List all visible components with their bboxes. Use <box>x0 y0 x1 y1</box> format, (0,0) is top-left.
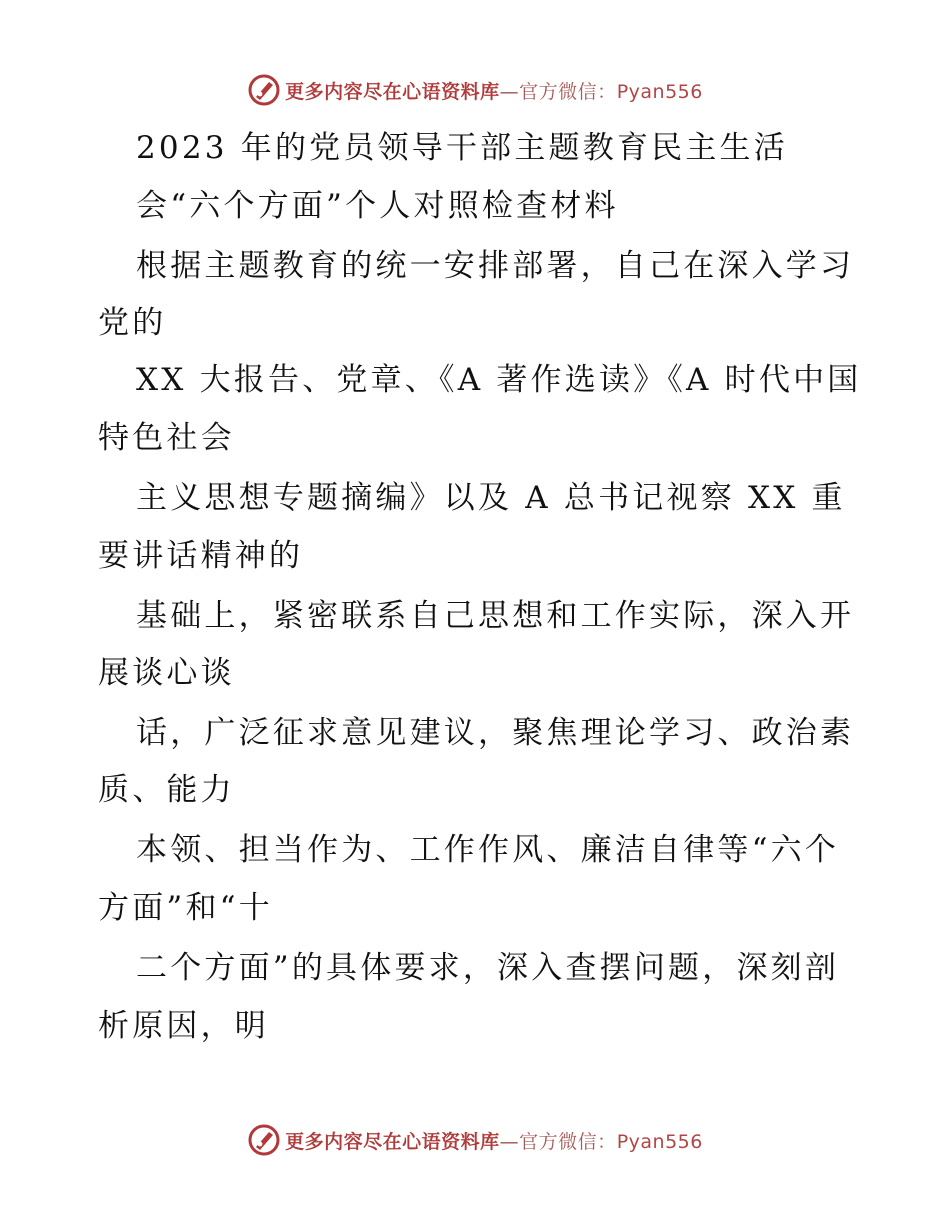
body-line: 根据主题教育的统一安排部署，自己在深入学习 <box>136 248 855 284</box>
banner-wechat-label: 官方微信： <box>519 1130 617 1153</box>
body-line: XX 大报告、党章、《A 著作选读》《A 时代中国 <box>136 362 862 398</box>
body-line: 二个方面”的具体要求，深入查摆问题，深刻剖 <box>136 950 840 986</box>
body-line: 党的 <box>98 305 167 341</box>
banner-site-text: 更多内容尽在心语资料库 <box>285 1130 500 1153</box>
body-line: 析原因，明 <box>98 1008 269 1044</box>
banner-separator: — <box>499 80 520 103</box>
body-line: 方面”和“十 <box>98 890 273 926</box>
body-line: 要讲话精神的 <box>98 538 304 574</box>
body-line: 本领、担当作为、工作作风、廉洁自律等“六个 <box>136 832 840 868</box>
body-line: 展谈心谈 <box>98 655 235 691</box>
pen-logo-icon <box>247 1123 281 1157</box>
pen-logo-icon <box>247 73 281 107</box>
header-banner <box>0 70 950 110</box>
body-line: 特色社会 <box>98 420 235 456</box>
footer-banner <box>0 1120 950 1160</box>
banner-text <box>285 77 703 104</box>
body-line: 话，广泛征求意见建议，聚焦理论学习、政治素 <box>136 715 855 751</box>
title-line-2: 会“六个方面”个人对照检查材料 <box>136 188 619 224</box>
banner-wechat-id: Pyan556 <box>616 1130 703 1153</box>
banner-site-text: 更多内容尽在心语资料库 <box>285 80 500 103</box>
body-line: 基础上，紧密联系自己思想和工作实际，深入开 <box>136 598 855 634</box>
body-line: 主义思想专题摘编》以及 A 总书记视察 XX 重 <box>136 480 846 516</box>
body-line: 质、能力 <box>98 772 235 808</box>
banner-text <box>285 1127 703 1154</box>
banner-separator: — <box>499 1130 520 1153</box>
banner-wechat-id: Pyan556 <box>616 80 703 103</box>
title-line-1: 2023 年的党员领导干部主题教育民主生活 <box>136 130 788 166</box>
banner-wechat-label: 官方微信： <box>519 80 617 103</box>
